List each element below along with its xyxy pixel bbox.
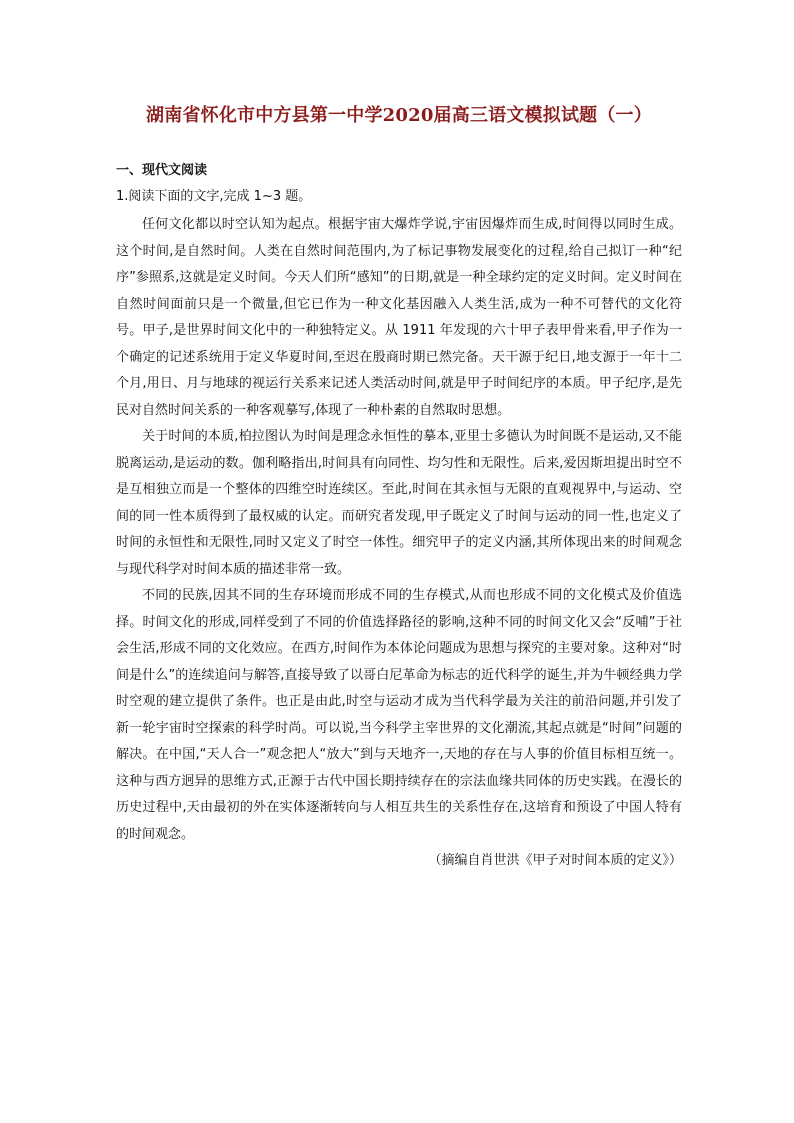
passage-paragraph-1: 任何文化都以时空认知为起点。根据宇宙大爆炸学说,宇宙因爆炸而生成,时间得以同时生成。这个时间,是自然时间。人类在自然时间范围内,为了标记事物发展变化的过程,给自己拟订一种“纪序”参照系,这就是定义时间。今天人们所“感知”的日期,就是一种全球约定的定义时间。定义时间在自然时间面前只是一个微量,但它已作为一种文化基因融入人类生活,成为一种不可替代的文化符号。甲子,是世界时间文化中的一种独特定义。从 1911 年发现的六十甲子表甲骨来看,甲子作为一个确定的记述系统用于定义华夏时间,至迟在殷商时期已然完备。天干源于纪日,地支源于一年十二个月,用日、月与地球的视运行关系来记述人类活动时间,就是甲子时间纪序的本质。甲子纪序,是先民对自然时间关系的一种客观摹写,体现了一种朴素的自然取时思想。 (116, 217, 682, 418)
passage-paragraph-2: 关于时间的本质,柏拉图认为时间是理念永恒性的摹本,亚里士多德认为时间既不是运动,又不能脱离运动,是运动的数。伽利略指出,时间具有向同性、均匀性和无限性。后来,爱因斯坦提出时空不是互相独立而是一个整体的四维空时连续区。至此,时间在其永恒与无限的直观视界中,与运动、空间的同一性本质得到了最权威的认定。而研究者发现,甲子既定义了时间与运动的同一性,也定义了时间的永恒性和无限性,同时又定义了时空一体性。细究甲子的定义内涵,其所体现出来的时间观念与现代科学对时间本质的描述非常一致。 (116, 429, 682, 577)
passage-source: （摘编自肖世洪《甲子对时间本质的定义》） (428, 853, 682, 868)
question-instruction: 1.阅读下面的文字,完成 1~3 题。 (116, 189, 312, 204)
section-heading: 一、现代文阅读 (116, 163, 208, 178)
passage-paragraph-3: 不同的民族,因其不同的生存环境而形成不同的生存模式,从而也形成不同的文化模式及价值选择。时间文化的形成,同样受到了不同的价值选择路径的影响,这种不同的时间文化又会“反哺”于社会生活,形成不同的文化效应。在西方,时间作为本体论问题成为思想与探究的主要对象。这种对“时间是什么”的连续追问与解答,直接导致了以哥白尼革命为标志的近代科学的诞生,并为牛顿经典力学时空观的建立提供了条件。也正是由此,时空与运动才成为当代科学最为关注的前沿问题,并引发了新一轮宇宙时空探索的科学时尚。可以说,当今科学主宰世界的文化潮流,其起点就是“时间”问题的解决。在中国,“天人合一”观念把人“放大”到与天地齐一,天地的存在与人事的价值目标相互统一。这种与西方迥异的思维方式,正源于古代中国长期持续存在的宗法血缘共同体的历史实践。在漫长的历史过程中,天由最初的外在实体逐渐转向与人相互共生的关系性存在,这培育和预设了中国人特有的时间观念。 (116, 588, 682, 842)
document-page (116, 100, 682, 874)
document-title: 湖南省怀化市中方县第一中学2020届高三语文模拟试题（一） (146, 105, 652, 126)
